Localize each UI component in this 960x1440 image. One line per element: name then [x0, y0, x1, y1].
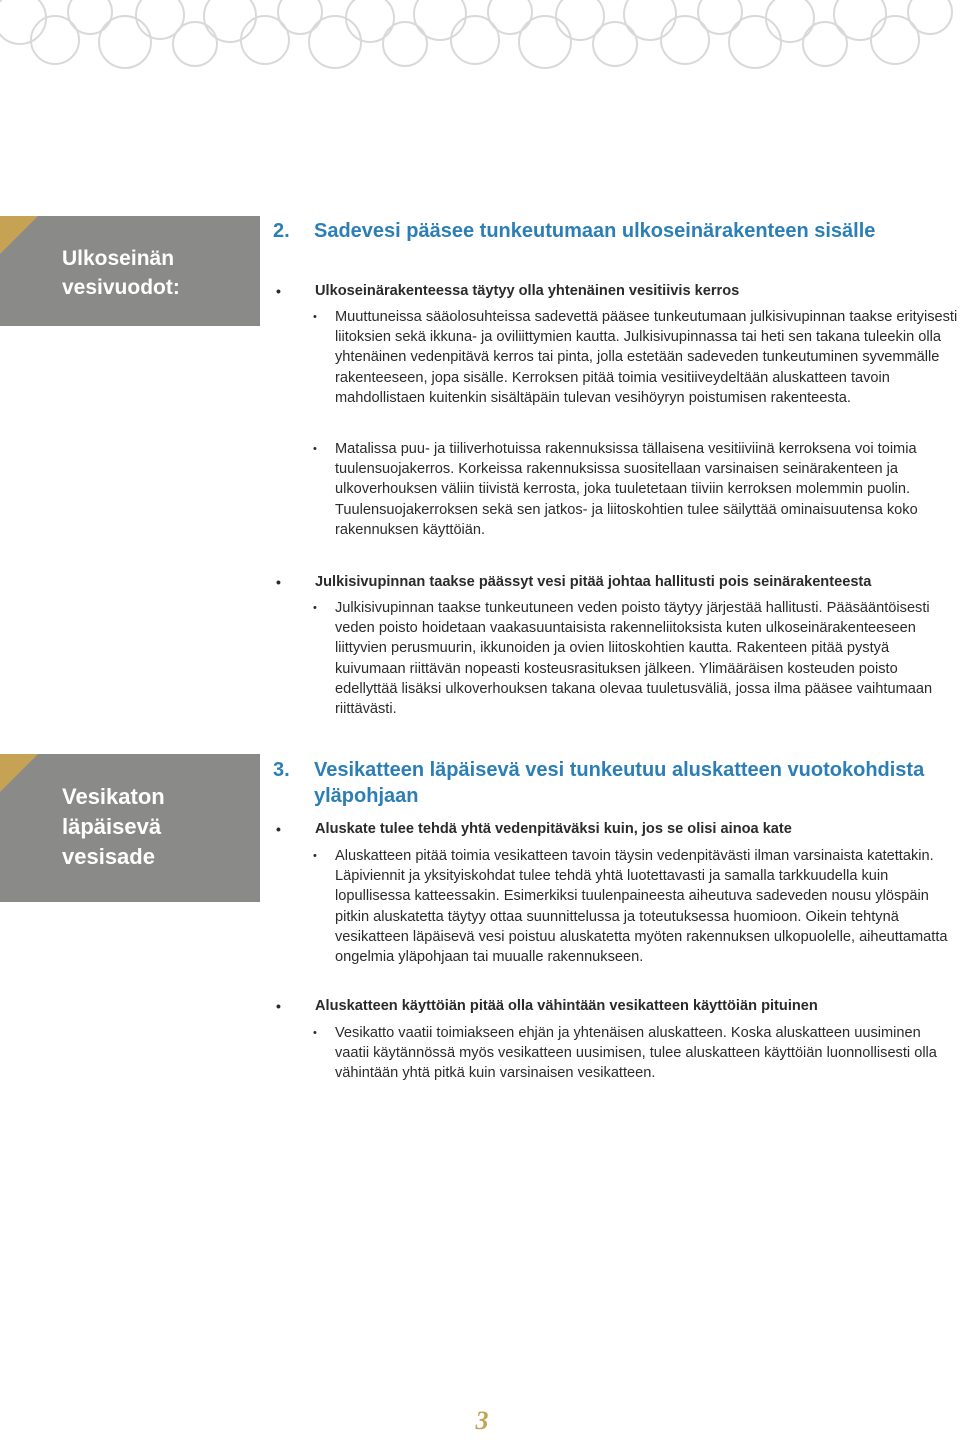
gold-corner-triangle	[0, 216, 38, 254]
sidebar-box-line: vesivuodot:	[62, 276, 180, 299]
sidebar-box-line: Ulkoseinän	[62, 247, 175, 270]
paragraph-text: Vesikatto vaatii toimiakseen ehjän ja yhtenäisen aluskatteen. Koska aluskatteen uusiminen vaatii käytännössä myös vesikatteen uusimisen, tulee aluskatteen käyttöiän luonnollisesti olla vähintään yhtä pitkä kuin varsinaisen vesikatteen.	[335, 1025, 937, 1082]
paragraph-text: Julkisivupinnan taakse tunkeutuneen veden poisto täytyy järjestää hallitusti. Pääsääntöisesti veden poisto hoidetaan vaakasuuntaisista rakenneliitoksista kuten ulkoseinärakenteeseen liittyvien perusmuurin, ikkunoiden ja ovien liitoskohtien kautta. Rakenteen pitää pystyä kuivumaan riittävän nopeasti kosteusrasituksen jälkeen. Ylimääräisen kosteuden poisto edellyttää lisäksi ulkoverhouksen takana olevaa tuuletusväliä, jossa ilma pääsee vaihtumaan riittävästi.	[335, 600, 933, 718]
sub-bullet-paragraph	[313, 439, 958, 540]
page-number: 3	[475, 1406, 489, 1435]
bullet-marker: •	[313, 850, 317, 862]
bullet-marker: •	[276, 574, 281, 590]
bullet-heading-text: Ulkoseinärakenteessa täytyy olla yhtenäinen vesitiivis kerros	[315, 283, 740, 299]
bullet-heading-text: Julkisivupinnan taakse päässyt vesi pitää johtaa hallitusti pois seinärakenteesta	[315, 574, 872, 590]
section-number: 3.	[273, 759, 290, 781]
section-title-text: Sadevesi pääsee tunkeutumaan ulkoseinärakenteen sisälle	[314, 220, 876, 242]
bullet-marker: •	[313, 311, 317, 323]
sidebar-box-line: Vesikaton	[62, 784, 165, 809]
sub-bullet-paragraph	[313, 1023, 958, 1084]
sidebar-box-line: läpäisevä	[62, 814, 162, 839]
paragraph-text: Matalissa puu- ja tiiliverhotuissa rakennuksissa tällaisena vesitiiviinä kerroksena voi toimia tuulensuojakerros. Korkeissa rakennuksissa suositellaan varsinaisen seinärakenteen ja ulkoverhouksen väliin tiivistä kerrosta, joka tuuletetaan tiiviin kerroksen molemmin puolin. Tuulensuojakerroksen sekä sen jatkos- ja liitoskohtien tulee säilyttää ominaisuutensa koko rakennuksen käyttöiän.	[335, 441, 918, 538]
gold-corner-triangle	[0, 754, 38, 792]
bullet-marker: •	[313, 443, 317, 455]
decorative-rings-header	[0, 0, 960, 80]
bullet-marker: •	[276, 998, 281, 1014]
section-number: 2.	[273, 220, 290, 242]
sidebar-box-ulkoseinan-vesivuodot	[0, 216, 260, 326]
bullet-heading	[276, 996, 956, 1016]
section-3-title	[273, 757, 933, 809]
paragraph-text: Muuttuneissa sääolosuhteissa sadevettä pääsee tunkeutumaan julkisivupinnan taakse erityisesti liitoksien sekä ikkuna- ja oviliittymien kautta. Julkisivupinnassa tai heti sen takana tuleekin olla yhtenäinen vedenpitävä kerros tai pinta, jolla estetään sadeveden tunkeutuminen syvemmälle rakenteeseen, jopa sisälle. Kerroksen pitää toimia vesitiiveydeltään aluskatteen tavoin mahdollistaen kuitenkin sisältäpäin tulevan vesihöyryn poistumisen rakenteesta.	[335, 309, 958, 406]
bullet-marker: •	[313, 602, 317, 614]
bullet-heading-text: Aluskatteen käyttöiän pitää olla vähintään vesikatteen käyttöiän pituinen	[315, 998, 818, 1014]
bullet-marker: •	[276, 821, 281, 837]
sidebar-box-line: vesisade	[62, 844, 155, 869]
section-2-title	[273, 218, 933, 244]
bullet-marker: •	[313, 1027, 317, 1039]
bullet-heading-text: Aluskate tulee tehdä yhtä vedenpitäväksi kuin, jos se olisi ainoa kate	[315, 821, 792, 837]
sidebar-box-vesikaton-lapaiseva-vesisade	[0, 754, 260, 902]
bullet-heading	[276, 281, 956, 301]
bullet-marker: •	[276, 283, 281, 299]
bullet-heading	[276, 819, 956, 839]
sub-bullet-paragraph	[313, 307, 958, 408]
sub-bullet-paragraph	[313, 846, 958, 967]
bullet-heading	[276, 572, 956, 592]
section-title-text: Vesikatteen läpäisevä vesi tunkeutuu aluskatteen vuotokohdista yläpohjaan	[314, 759, 925, 807]
sub-bullet-paragraph	[313, 598, 958, 719]
paragraph-text: Aluskatteen pitää toimia vesikatteen tavoin täysin vedenpitävästi ilman varsinaista katettakin. Läpiviennit ja yksityiskohdat tulee tehdä yhtä luotettavasti ja samalla tarkkuudella kuin lopullisessa katteessakin. Esimerkiksi tuulenpaineesta aiheutuva sadeveden nousu ylöspäin pitkin aluskatetta täytyy ottaa suunnittelussa ja toteutuksessa huomioon. Oikein tehtynä vesikatteen läpäisevä vesi poistuu aluskatetta myöten rakennuksen ulkopuolelle, aiheuttamatta ongelmia yläpohjaan tai muualle rakennukseen.	[335, 848, 948, 966]
